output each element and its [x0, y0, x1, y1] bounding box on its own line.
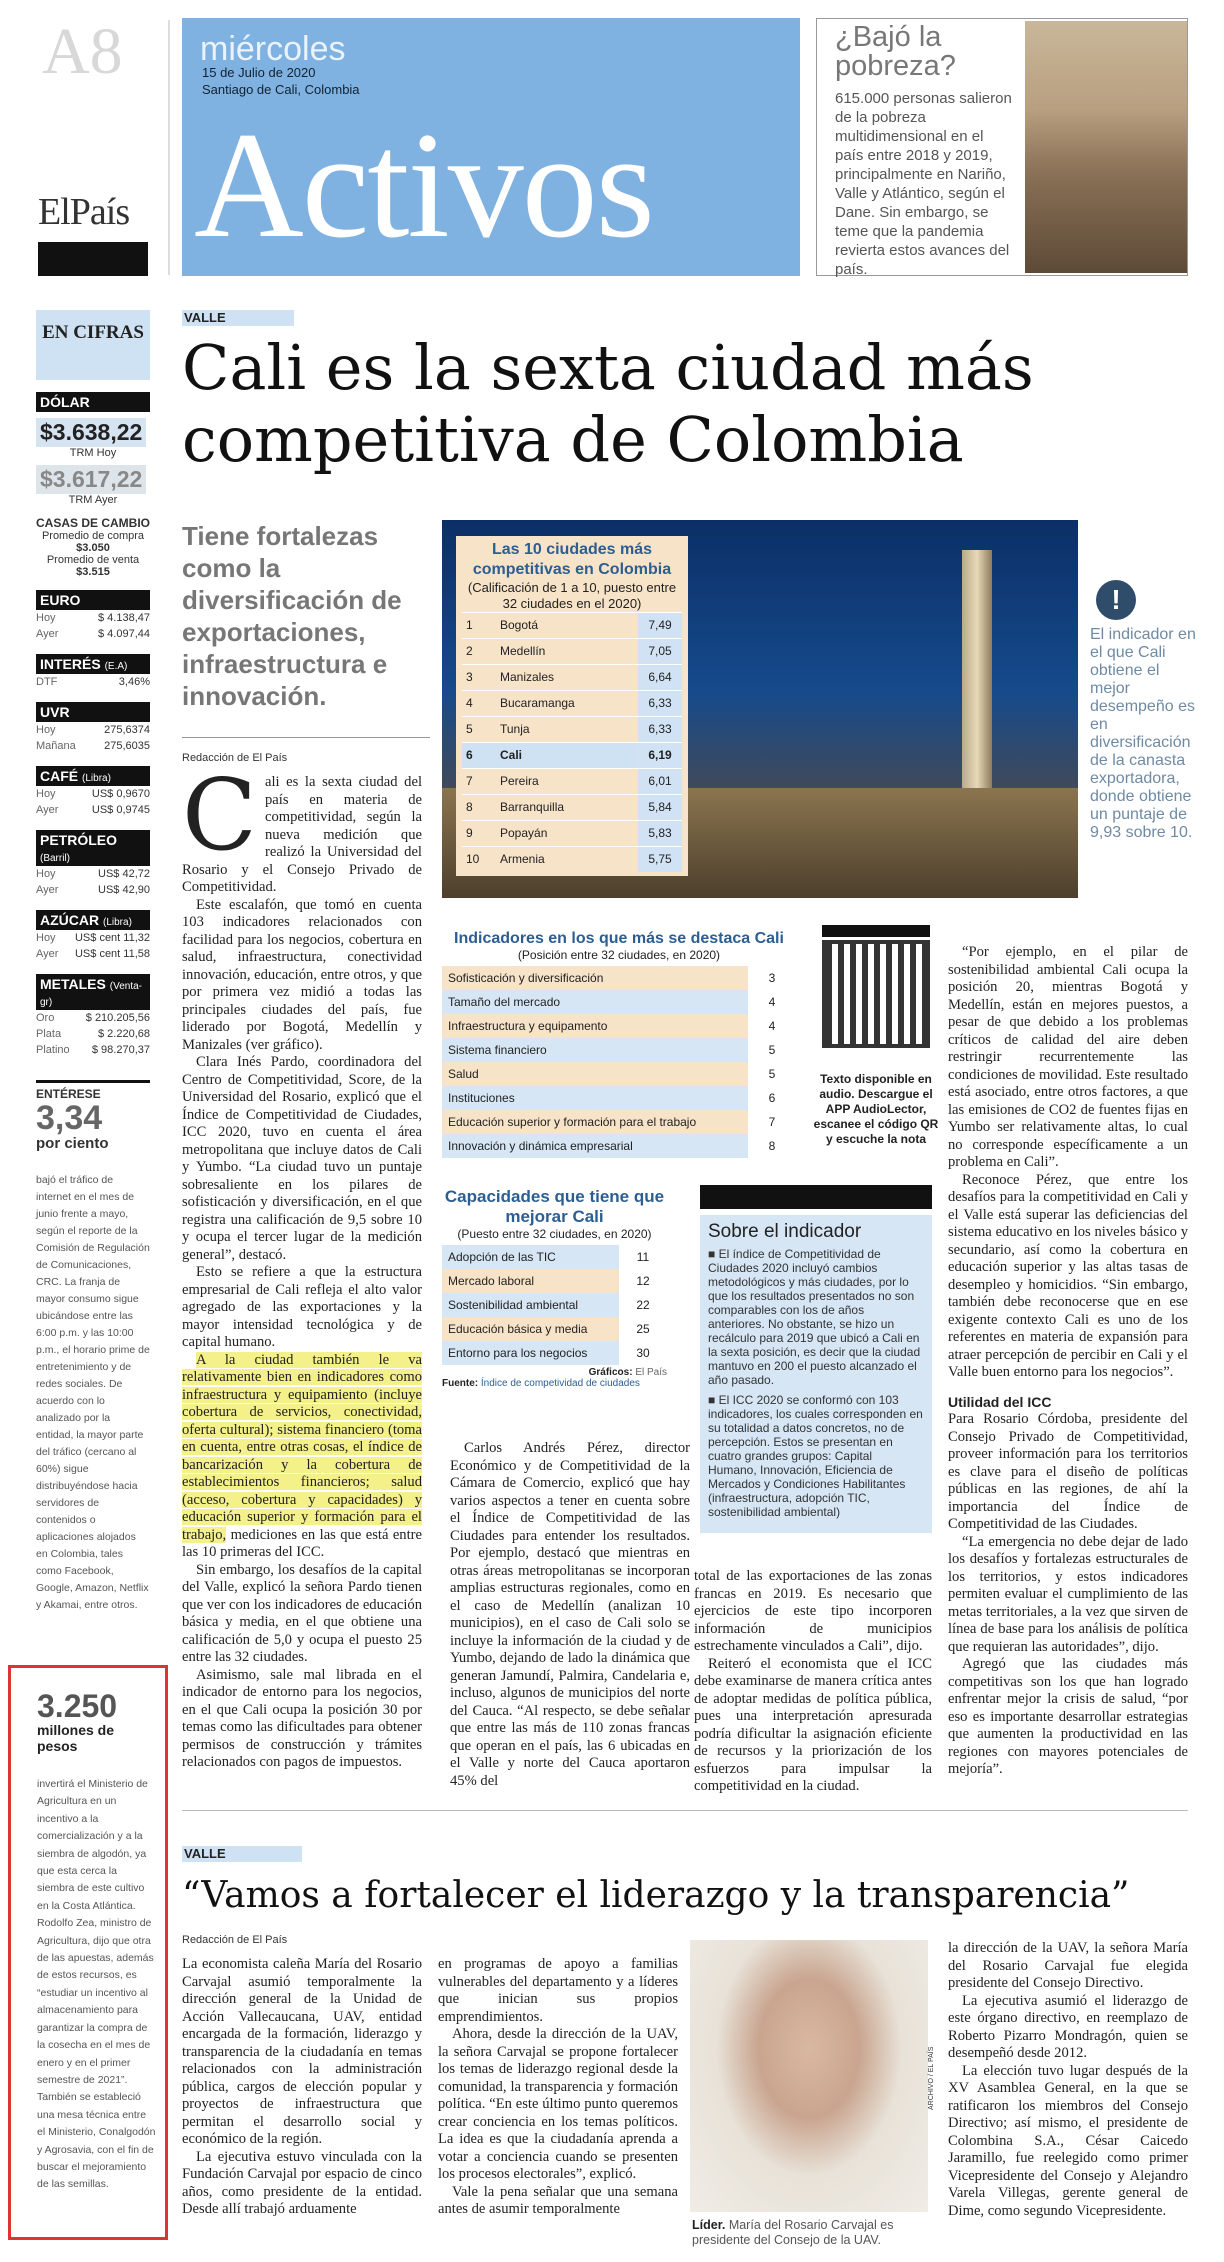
destaca-row: Instituciones 6: [442, 1086, 796, 1110]
brand-logo: ElPaís: [38, 191, 130, 233]
section-tag: VALLE: [182, 1846, 302, 1862]
teaser-text: 615.000 personas salieron de la pobreza multidimensional en el país entre 2018 y 2019, principalmente en Nariño, Valle y Atlántico, según el Dane. Sin embargo, se teme que la pandemia revierta estos avances del país.: [835, 90, 1012, 278]
mejorar-row: Entorno para los negocios 30: [442, 1341, 667, 1365]
section-title: Activos: [194, 101, 653, 269]
article-deck: Tiene fortalezas como la diversificación de exportaciones, infraestructura e innovación.: [182, 521, 402, 711]
dolar-ayer: $3.617,22: [36, 465, 146, 494]
cafe-row: Ayer US$ 0,9745: [36, 804, 150, 816]
article-credit: Redacción de El País: [182, 752, 288, 764]
casas-compra-label: Promedio de compra: [41, 530, 145, 542]
qr-code-icon[interactable]: [822, 940, 930, 1048]
ranking-row: 6 Cali 6,19: [462, 742, 682, 768]
sidebar-en-cifras: [36, 310, 150, 1614]
casas-venta: $3.515: [76, 566, 110, 578]
pesos-text: invertirá el Ministerio de Agricultura en un incentivo a la comercialización y a la siembra de algodón, ya que esta cerca la siembra de este cultivo en la Costa Atlántica. Rodolfo Zea, ministro de Agricultura, dijo que otra de las apuestas, además de estos recursos, es “estudiar un incentivo al almacenamiento para garantizar la compra de la cosecha en el mes de enero y en el primer semestre de 2021”. También se estableció una mesa técnica entre el Ministerio, Conalgodón y Agrosavia, con el fin de buscar el mejoramiento de las semillas.: [37, 1778, 156, 2191]
enterese-text: bajó el tráfico de internet en el mes de junio frente a mayo, según el reporte de la Comisión de Regulación de Comunicaciones, CRC. La franja de mayor consumo sigue ubicándose entre las 6:00 p.m. y las 10:00 p.m., el horario prime de entretenimiento y de redes sociales. De acuerdo con lo analizado por la entidad, la mayor parte del tráfico (cercano al 60%) sigue distribuyéndose hacia servidores de contenidos o aplicaciones alojados en Colombia, tales como Facebook, Google, Amazon, Netflix y Akamai, entre otros.: [36, 1174, 150, 1611]
ranking-row: 9 Popayán 5,83: [462, 820, 682, 846]
sobre-box: [700, 1215, 932, 1533]
article2-col-2: en programas de apoyo a familias vulnerables del departamento y a líderes que inician sus propios emprendimientos. Ahora, desde la dirección de la UAV, la señora Carvajal se propone fortalecer los temas de liderazgo regional desde la comunidad, la transparencia y formación política. “En este último punto queremos crear conciencia en los temas políticos. La idea es que la ciudadanía aprenda a votar a conciencia cuando se presenten los procesos electorales”, explicó. Vale la pena señalar que una semana antes de asumir temporalmente: [438, 1956, 678, 2217]
section-tag: VALLE: [182, 310, 294, 326]
metales-label: METALES (Venta-gr): [36, 974, 150, 1010]
mejorar-title: Capacidades que tiene que mejorar Cali: [444, 1187, 665, 1226]
azucar-label: AZÚCAR (Libra): [36, 910, 150, 930]
destaca-title: Indicadores en los que más se destaca Cali: [454, 930, 784, 947]
cafe-label: CAFÉ (Libra): [36, 766, 150, 786]
destaca-row: Salud 5: [442, 1062, 796, 1086]
section-header: [182, 18, 800, 276]
alert-box: [1090, 580, 1200, 842]
dolar-ayer-label: TRM Ayer: [68, 494, 118, 506]
dropcap: C: [182, 759, 257, 873]
petroleo-row: Hoy US$ 42,72: [36, 868, 150, 880]
ranking-row: 5 Tunja 6,33: [462, 716, 682, 742]
sobre-bullet: ■ El índice de Competitividad de Ciudades 2020 incluyó cambios metodológicos y más ciudades, por lo que los resultados presentados no son comparables con los de años anteriores. No obstante, se hizo un recálculo para 2019 que ubicó a Cali en la sexta posición, es decir que la ciudad mantuvo en 200 el puesto alcanzado el año pasado.: [708, 1247, 921, 1387]
sobre-bar: [700, 1185, 932, 1209]
ranking-row: 1 Bogotá 7,49: [462, 612, 682, 638]
pesos-value: 3.250: [37, 1688, 118, 1724]
destaca-row: Educación superior y formación para el trabajo 7: [442, 1110, 796, 1134]
article2-col-1: La economista caleña María del Rosario Carvajal asumió temporalmente la dirección general de la Unidad de Acción Vallecaucana, UAV, entidad encargada de la formación, liderazgo y transparencia de la ciudadanía en temas relacionados con la administración pública, cargos de elección popular y proyectos de infraestructura que permitan el desarrollo social y económico de la región. La ejecutiva estuvo vinculada con la Fundación Carvajal por espacio de cinco años, como presidente de la entidad. Desde allí trabajó arduamente: [182, 1956, 422, 2217]
destaca-row: Innovación y dinámica empresarial 8: [442, 1134, 796, 1158]
audio-text: Texto disponible en audio. Descargue el APP AudioLector, escanee el código QR y escuche la nota: [813, 1072, 939, 1146]
highlighted-text: A la ciudad también le va relativamente bien en indicadores como infraestructura y equipamiento (incluye cobertura de servicios, conectividad, oferta cultural); sistema financiero (toma en cuenta, entre otras cosas, el índice de bancarización y la cobertura de establecimientos financieros; salud (acceso, cobertura y capacidades) y educación superior y formación para el trabajo,: [182, 1351, 422, 1543]
article-headline: Cali es la sexta ciudad más competitiva de Colombia: [182, 331, 1034, 476]
article-col-4: “Por ejemplo, en el pilar de sostenibilidad ambiental Cali ocupa la posición 20, mientras Bogotá y Medellín, están en mejores puestos, a pesar de que debido a los problemas críticos de calidad del aire deben restringir recurrentemente las condiciones de movilidad. Este resultado está asociado, entre otros factores, a que las emisiones de CO2 de fuentes fijas en Yumbo ser relativamente altas, lo cual no corresponde específicamente a un problema en Cali”. Reconoce Pérez, que entre los desafíos para la competitividad en Cali y el Valle está superar las deficiencias del sistema educativo en los niveles básico y secundario, así como la cobertura en educación superior y las altas tasas de desempleo y homicidios. “Sin embargo, también debe reconocerse que en ese exigente contexto Cali es uno de los referentes en materia de expansión para atraer percepción de percibir en Cali y el Valle buen entorno para los negocios”. Utilidad del ICC Para Rosario Córdoba, presidente del Consejo Privado de Competitividad, proveer información para los territorios es clave para el diseño de políticas públicas en las regiones, de ahí la importancia del Índice de Competitividad de las Ciudades. “La emergencia no debe dejar de lado los desafíos y fortalezas estructurales de los territorios, y estos indicadores permiten evaluar el cumplimiento de las metas territoriales, a la vez que sirven de línea de base para los análisis de política que requieran las autoridades”, dijo. Agregó que las ciudades más competitivas son los que han logrado enfrentar mejor la crisis de salud, “por eso es importante desarrollar estrategias que aumenten la productividad en las regiones con mayores potenciales de mejoría”.: [948, 944, 1188, 1777]
petroleo-row: Ayer US$ 42,90: [36, 884, 150, 896]
mejorar-table: Capacidades que tiene que mejorar Cali (Puesto entre 32 ciudades, en 2020) Adopción de las TIC 11 Mercado laboral 12 Sostenibilidad ambiental 22 Educación básica y media 25 Entorno para los negocios 30 Gráficos: El País Fuente: Índice de competividad de ciudades: [442, 1187, 667, 1389]
uvr-label: UVR: [36, 702, 150, 722]
highlight-box: [8, 1665, 168, 2240]
header-date: 15 de Julio de 2020 Santiago de Cali, Colombia: [202, 65, 360, 97]
divider: [182, 737, 430, 738]
euro-row: Ayer $ 4.097,44: [36, 628, 150, 640]
destaca-row: Sistema financiero 5: [442, 1038, 796, 1062]
mejorar-row: Educación básica y media 25: [442, 1317, 667, 1341]
sidebar-title: EN CIFRAS: [36, 310, 150, 380]
subhead: Utilidad del ICC: [948, 1393, 1052, 1410]
dolar-hoy-label: TRM Hoy: [69, 447, 117, 459]
metales-row: Oro $ 210.205,56: [36, 1012, 150, 1024]
sobre-bullet: ■ El ICC 2020 se conformó con 103 indicadores, los cuales corresponden en su totalidad a datos concretos, no de percepción. Estos se presentan en cuatro grandes grupos: Capital Humano, Innovación, Eficiencia de Mercados y Condiciones Habilitantes (infraestructura, adopción TIC, sostenibilidad ambiental): [708, 1393, 923, 1519]
ranking-row: 7 Pereira 6,01: [462, 768, 682, 794]
article2-col-3: la dirección de la UAV, la señora María del Rosario Carvajal fue elegida presidente del Consejo Directivo. La ejecutiva asumió el liderazgo de este órgano directivo, en reemplazo de Roberto Pizarro Mondragón, quien se desempeñó desde 2012. La elección tuvo lugar después de la XV Asamblea General, en la que se ratificaron los miembros del Consejo Directivo; así mismo, el presidente de Colombina S.A., César Caicedo Jaramillo, fue reelegido como primer Vicepresidente del Consejo y Alejandro Varela Villegas, gerente general de Dime, como segundo Vicepresidente.: [948, 1940, 1188, 2219]
sobre-title: Sobre el indicador: [708, 1221, 862, 1242]
teaser-box[interactable]: [816, 18, 1188, 276]
enterese-label: ENTÉRESE: [36, 1087, 101, 1101]
enterese-value: 3,34: [36, 1099, 103, 1137]
article2-credit: Redacción de El País: [182, 1934, 288, 1946]
brand-bar: [38, 242, 148, 276]
divider: [168, 20, 170, 275]
photo-caption: Líder. María del Rosario Carvajal es presidente del Consejo de la UAV.: [692, 2218, 894, 2247]
ranking-row: 3 Manizales 6,64: [462, 664, 682, 690]
article-col-2: Carlos Andrés Pérez, director Económico y de Competitividad de la Cámara de Comercio, explicó que hay varios aspectos a tener en cuenta sobre el Índice de Competitividad de las Ciudades para entender los resultados. Por ejemplo, destacó que mientras en otras áreas metropolitanas se incorporan amplias estructuras regionales, como en el caso de Medellín (analizan 10 municipios), en el caso de Cali solo se incluye la información de la ciudad y de Yumbo, dejando de lado la dinámica que generan Jamundí, Palmira, Candelaria e, incluso, algunos de municipios del norte del Cauca. “Al respecto, se debe señalar que entre las más de 110 zonas francas que operan en el país, las 6 ubicadas en el Valle y norte del Cauca aportaron 45% del: [450, 1440, 690, 1789]
ranking-row: 10 Armenia 5,75: [462, 846, 682, 872]
qr-bar: [822, 925, 930, 937]
mejorar-sub: (Puesto entre 32 ciudades, en 2020): [457, 1227, 652, 1241]
ranking-row: 4 Bucaramanga 6,33: [462, 690, 682, 716]
enterese-unit: por ciento: [36, 1135, 109, 1152]
ranking-table: [456, 536, 688, 876]
dolar-hoy: $3.638,22: [36, 418, 146, 447]
petroleo-label: PETRÓLEO (Barril): [36, 830, 150, 866]
casas-venta-label: Promedio de venta: [46, 554, 140, 566]
destaca-sub: (Posición entre 32 ciudades, en 2020): [517, 948, 721, 962]
euro-row: Hoy $ 4.138,47: [36, 612, 150, 624]
uvr-row: Mañana 275,6035: [36, 740, 150, 752]
mejorar-row: Sostenibilidad ambiental 22: [442, 1293, 667, 1317]
euro-label: EURO: [36, 590, 150, 610]
metales-row: Platino $ 98.270,37: [36, 1044, 150, 1056]
ranking-sub: (Calificación de 1 a 10, puesto entre 32 ciudades en el 2020): [467, 580, 677, 611]
article-col-3: total de las exportaciones de las zonas francas en 2019. Es necesario que ejercicios de este tipo incorporen información de municipios estrechamente vinculados a Cali”, dijo. Reiteró el economista que el ICC debe examinarse de manera crítica antes de adoptar medidas de política pública, pues una interpretación apresurada podría dificultar la asignación eficiente de recursos y la priorización de los esfuerzos para impulsar la competitividad en la ciudad.: [694, 1568, 932, 1794]
pesos-block: [37, 1690, 157, 2194]
portrait-photo: [690, 1940, 928, 2212]
casas-compra: $3.050: [76, 542, 110, 554]
alert-text: El indicador en el que Cali obtiene el mejor desempeño es en diversificación de la canasta exportadora, donde obtiene un puntaje de 9,93 sobre 10.: [1090, 626, 1196, 841]
teaser-photo: [1025, 21, 1187, 273]
azucar-row: Hoy US$ cent 11,32: [36, 932, 150, 944]
divider: [182, 1810, 1188, 1811]
interes-row: DTF 3,46%: [36, 676, 150, 688]
interes-label: INTERÉS (E.A): [36, 654, 150, 674]
ranking-title: Las 10 ciudades más competitivas en Colombia: [472, 541, 672, 578]
enterese-block: [36, 1080, 150, 1614]
dolar-label: DÓLAR: [36, 392, 150, 412]
article2-headline: “Vamos a fortalecer el liderazgo y la transparencia”: [182, 1875, 1130, 1916]
mejorar-row: Mercado laboral 12: [442, 1269, 667, 1293]
destaca-row: Infraestructura y equipamento 4: [442, 1014, 796, 1038]
article-col-1: Cali es la sexta ciudad del país en materia de competitividad, según la nueva medición que realizó la Universidad del Rosario y el Consejo Privado de Competitividad. Este escalafón, que tomó en cuenta 103 indicadores relacionados con facilidad para los negocios, cobertura en salud, infraestructura, conectividad innovación, educación, entre otros, y que por primera vez midió a todas las principales ciudades del país, fue liderado por Bogotá, Medellín y Manizales (ver gráfico). Clara Inés Pardo, coordinadora del Centro de Competitividad, Score, de la Universidad del Rosario, explicó que el Índice de Competitividad de Ciudades, ICC 2020, tuvo en cuenta el área metropolitana que incluye datos de Cali y Yumbo. “La ciudad tuvo un puntaje sobresaliente en los pilares de sofisticación y diversificación, en el que registra una calificación de 9,5 sobre 10 y ocupa el tercer lugar de la medición general”, destacó. Esto se refiere a que la estructura empresarial de Cali refleja el alto valor agregado de las exportaciones y la mayor intensidad tecnológica y de capital humano. A la ciudad también le va relativamente bien en indicadores como infraestructura y equipamiento (incluye cobertura de servicios, conectividad, oferta cultural); sistema financiero (toma en cuenta, entre otras cosas, el índice de bancarización y la cobertura de establecimientos financieros; salud (acceso, cobertura y capacidades) y educación superior y formación para el trabajo, mediciones en las que está entre las 10 primeras del ICC. Sin embargo, los desafíos de la capital del Valle, explicó la señora Pardo tienen que ver con los indicadores de educación básica y media, en el que obtiene una calificación de 5,0 y ocupa el puesto 25 entre las 32 ciudades. Asimismo, sale mal librada en el indicador de entorno para los negocios, en el que Cali ocupa la posición 30 por temas como las dificultades para obtener permisos de construcción y trámites relacionados con pagos de impuestos.: [182, 759, 422, 1770]
header-day: miércoles: [200, 30, 346, 68]
page-number: A8: [42, 15, 123, 88]
uvr-row: Hoy 275,6374: [36, 724, 150, 736]
teaser-title: ¿Bajó la pobreza?: [835, 21, 956, 82]
destaca-row: Sofisticación y diversificación 3: [442, 966, 796, 990]
cafe-row: Hoy US$ 0,9670: [36, 788, 150, 800]
exclamation-icon: !: [1096, 580, 1136, 620]
mejorar-row: Adopción de las TIC 11: [442, 1245, 667, 1269]
azucar-row: Ayer US$ cent 11,58: [36, 948, 150, 960]
photo-credit: ARCHIVO / EL PAÍS: [928, 2046, 935, 2110]
destaca-row: Tamaño del mercado 4: [442, 990, 796, 1014]
pesos-unit: millones de pesos: [37, 1722, 115, 1754]
metales-row: Plata $ 2.220,68: [36, 1028, 150, 1040]
destaca-table: [442, 930, 796, 1158]
ranking-row: 8 Barranquilla 5,84: [462, 794, 682, 820]
casas-label: CASAS DE CAMBIO: [36, 516, 151, 530]
ranking-row: 2 Medellín 7,05: [462, 638, 682, 664]
